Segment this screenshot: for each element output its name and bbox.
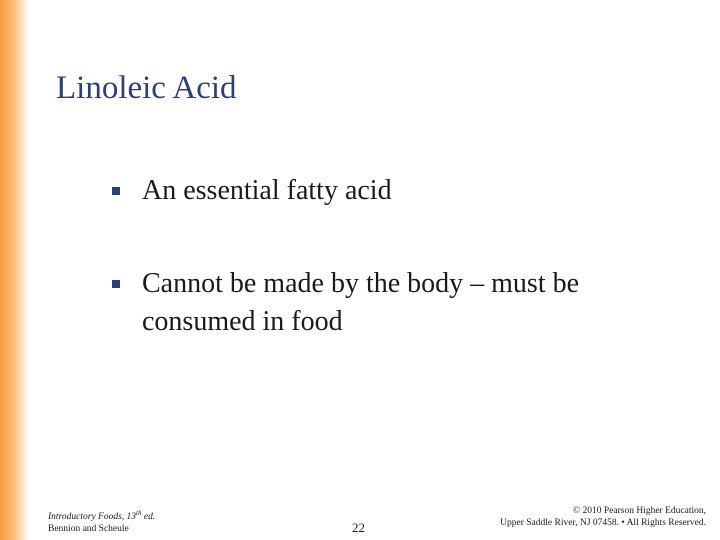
page-number: 22 (352, 520, 365, 535)
book-edition-suffix: ed. (141, 512, 156, 523)
bullet-item (112, 265, 672, 341)
bullet-item (112, 172, 672, 210)
copyright-line-2: Upper Saddle River, NJ 07458. • All Rights Reserved. (500, 518, 706, 528)
square-bullet-icon (112, 280, 120, 288)
book-authors: Bennion and Scheule (48, 524, 129, 535)
copyright-line-1: © 2010 Pearson Higher Education, (572, 506, 706, 516)
orange-side-bar (0, 0, 30, 540)
bullet-text: An essential fatty acid (142, 175, 392, 206)
bullet-text: Cannot be made by the body – must be consumed in food (142, 268, 580, 337)
bullet-list (112, 172, 672, 341)
book-edition-superscript: th (136, 509, 142, 517)
book-title: Introductory Foods, 13 (48, 512, 137, 523)
footer-book-info (48, 507, 155, 535)
slide-title: Linoleic Acid (56, 70, 237, 106)
footer-copyright (500, 505, 706, 529)
square-bullet-icon (112, 187, 120, 195)
